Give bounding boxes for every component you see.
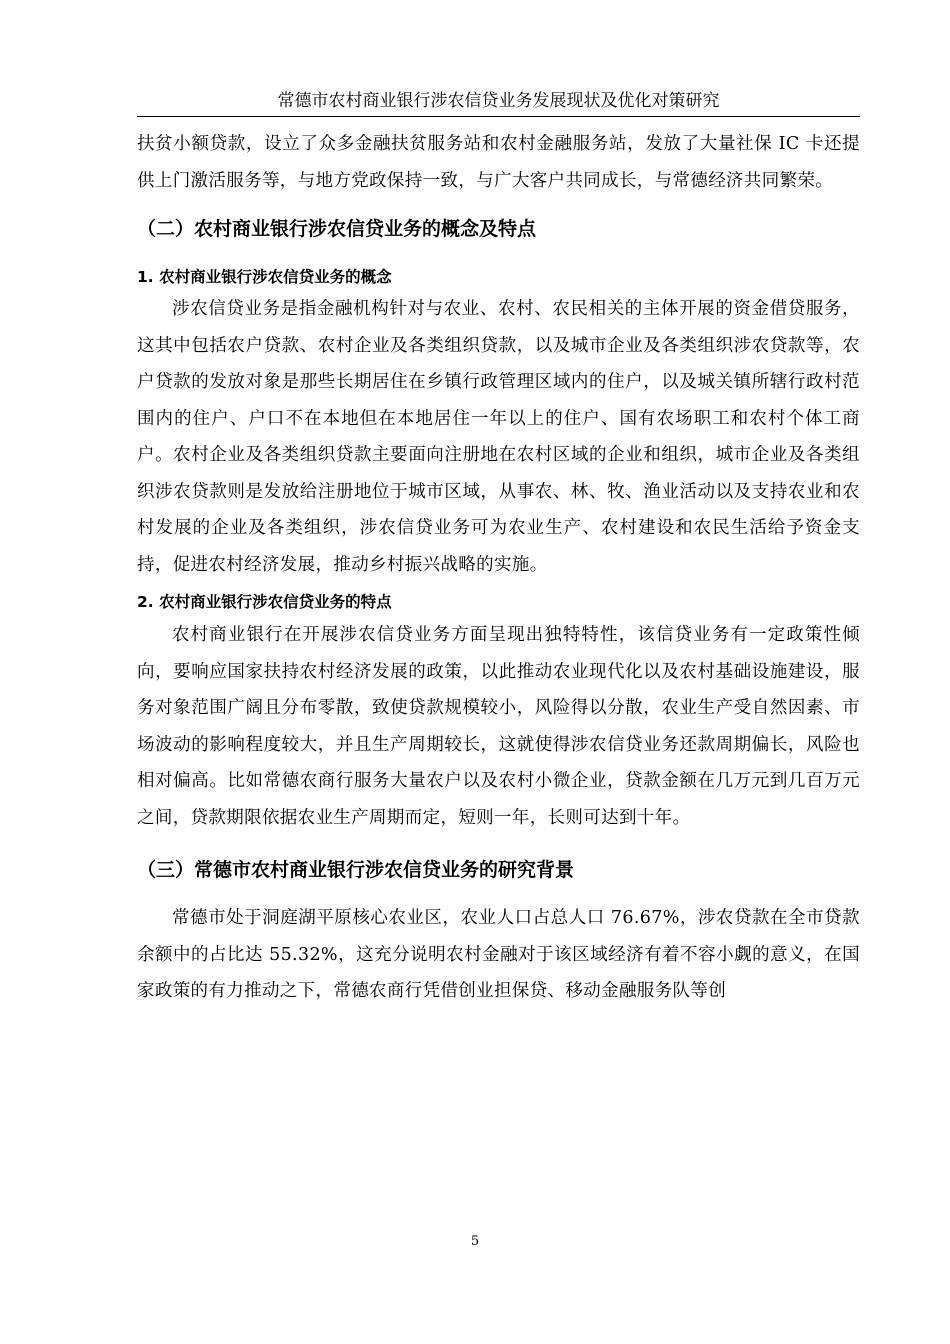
subsection-1-heading: 1. 农村商业银行涉农信贷业务的概念: [137, 268, 392, 286]
section-3-heading: （三）常德市农村商业银行涉农信贷业务的研究背景: [137, 859, 575, 881]
running-header: 常德市农村商业银行涉农信贷业务发展现状及优化对策研究: [137, 86, 860, 117]
subsection-2-paragraph: 农村商业银行在开展涉农信贷业务方面呈现出独特特性，该信贷业务有一定政策性倾向，要响应国家扶持农村经济发展的政策，以此推动农业现代化以及农村基础设施建设，服务对象范围广阔且分布零散，致使贷款规模较小，风险得以分散，农业生产受自然因素、市场波动的影响程度较大，并且生产周期较长，这就使得涉农信贷业务还款周期偏长，风险也相对偏高。比如常德农商行服务大量农户以及农村小微企业，贷款金额在几万元到几百万元之间，贷款期限依据农业生产周期而定，短则一年，长则可达到十年。: [137, 625, 860, 828]
section-2-heading: （二）农村商业银行涉农信贷业务的概念及特点: [137, 218, 537, 240]
page-number: 5: [470, 1234, 480, 1249]
subsection-2-heading: 2. 农村商业银行涉农信贷业务的特点: [137, 593, 392, 611]
subsection-1-paragraph: 涉农信贷业务是指金融机构针对与农业、农村、农民相关的主体开展的资金借贷服务，这其中包括农户贷款、农村企业及各类组织贷款，以及城市企业及各类组织涉农贷款等，农户贷款的发放对象是那些长期居住在乡镇行政管理区域内的住户，以及城关镇所辖行政村范围内的住户、户口不在本地但在本地居住一年以上的住户、国有农场职工和农村个体工商户。农村企业及各类组织贷款主要面向注册地在农村区域的企业和组织，城市企业及各类组织涉农贷款则是发放给注册地位于城市区域，从事农、林、牧、渔业活动以及支持农业和农村发展的企业及各类组织，涉农信贷业务可为农业生产、农村建设和农民生活给予资金支持，促进农村经济发展，推动乡村振兴战略的实施。: [137, 299, 860, 575]
section-3-paragraph: 常德市处于洞庭湖平原核心农业区，农业人口占总人口 76.67%，涉农贷款在全市贷款余额中的占比达 55.32%，这充分说明农村金融对于该区域经济有着不容小觑的意义，在国家政策的有力推动之下，常德农商行凭借创业担保贷、移动金融服务队等创: [137, 908, 860, 1001]
intro-paragraph: 扶贫小额贷款，设立了众多金融扶贫服务站和农村金融服务站，发放了大量社保 IC 卡还提供上门激活服务等，与地方党政保持一致，与广大客户共同成长，与常德经济共同繁荣。: [137, 134, 860, 191]
document-body: [137, 126, 860, 1010]
